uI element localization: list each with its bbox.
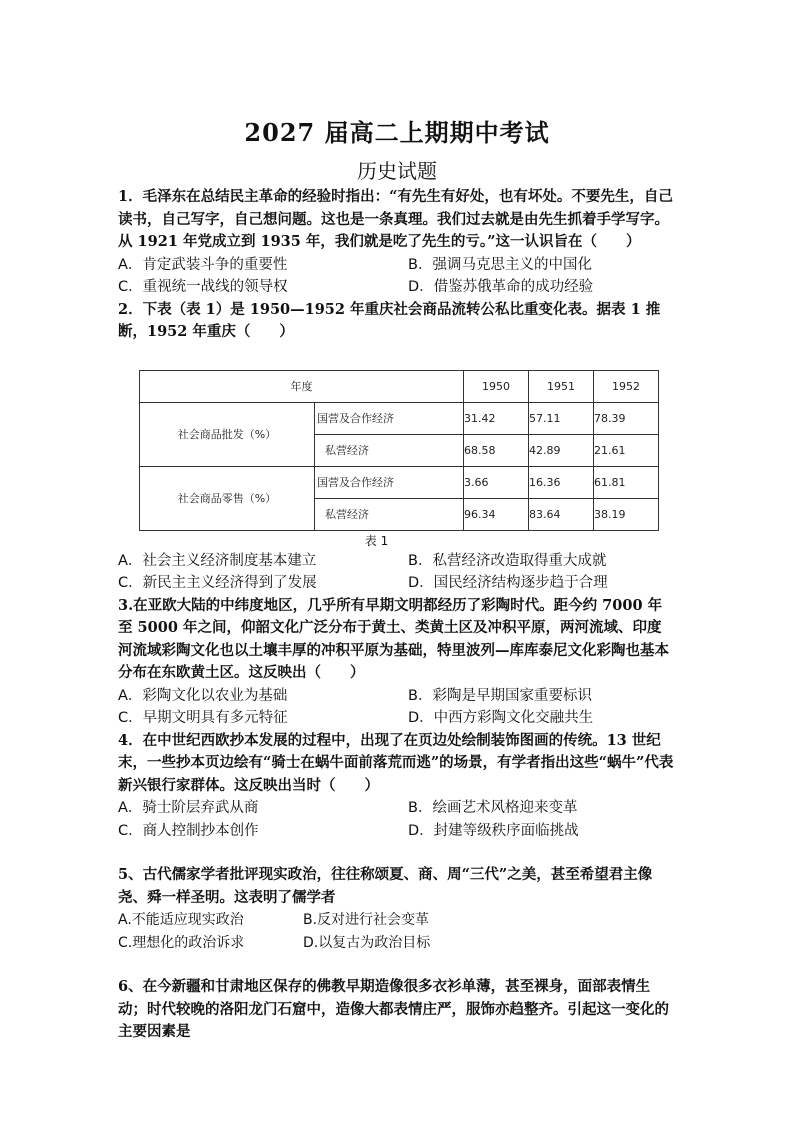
exam-subtitle: 历史试题 (357, 159, 437, 183)
table-1-caption: 表 1 (364, 533, 389, 548)
question-1-options (118, 254, 674, 299)
table-cell: 16.36 (529, 466, 594, 498)
question-list (118, 186, 674, 1044)
question-1-option-b[interactable]: B．强调马克思主义的中国化 (408, 256, 592, 273)
table-header-row (140, 370, 659, 402)
question-4-option-d[interactable]: D．封建等级秩序面临挑战 (408, 822, 579, 839)
table-row-label: 国营及合作经济 (315, 466, 464, 498)
question-2-stem: 2．下表（表 1）是 1950—1952 年重庆社会商品流转公私比重变化表。据表 1 推断，1952 年重庆（ ） (118, 300, 661, 340)
question-1-stem: 1．毛泽东在总结民主革命的经验时指出：“有先生有好处，也有坏处。不要先生，自己读书，自己写字，自己想问题。这也是一条真理。我们过去就是由先生抓着手学写字。从 1921 年党成立到 1935 年，我们就是吃了先生的亏。”这一认识旨在（ ） (118, 188, 673, 250)
question-2-option-b[interactable]: B．私营经济改造取得重大成就 (408, 552, 607, 569)
question-4-option-c[interactable]: C．商人控制抄本创作 (118, 822, 259, 839)
question-5-stem: 5、古代儒家学者批评现实政治，往往称颂夏、商、周“三代”之美，甚至希望君主像尧、舜一样圣明。这表明了儒学者 (118, 866, 653, 906)
question-3-option-d[interactable]: D．中西方彩陶文化交融共生 (408, 710, 594, 726)
table-cell: 42.89 (529, 434, 594, 466)
question-2-option-a[interactable]: A．社会主义经济制度基本建立 (118, 552, 317, 569)
table-cell: 31.42 (464, 402, 529, 434)
table-group-label: 社会商品零售（%） (140, 466, 315, 530)
question-2-options (118, 550, 674, 595)
table-1 (139, 370, 659, 531)
question-5-option-c[interactable]: C.理想化的政治诉求 (118, 934, 245, 951)
question-1-option-c[interactable]: C．重视统一战线的领导权 (118, 279, 288, 295)
table-row-label: 国营及合作经济 (315, 402, 464, 434)
question-4-stem: 4．在中世纪西欧抄本发展的过程中，出现了在页边处绘制装饰图画的传统。13 世纪末，一些抄本页边绘有“骑士在蜗牛面前落荒而逃”的场景，有学者指出这些“蜗牛”代表新兴银行家群体。这反映出当时（ ） (118, 731, 674, 794)
table-cell: 68.58 (464, 434, 529, 466)
table-cell: 78.39 (594, 402, 659, 434)
table-row (140, 402, 659, 434)
question-1-option-a[interactable]: A．肯定武装斗争的重要性 (118, 256, 288, 273)
exam-title: 2027 届高二上期期中考试 (244, 118, 550, 147)
table-header-label: 年度 (140, 370, 464, 402)
table-cell: 21.61 (594, 434, 659, 466)
table-row-label: 私营经济 (315, 434, 464, 466)
question-3-option-b[interactable]: B．彩陶是早期国家重要标识 (408, 687, 592, 704)
table-group-label: 社会商品批发（%） (140, 402, 315, 466)
table-1-wrapper (139, 370, 674, 550)
question-4-options (118, 797, 674, 842)
question-5-option-d[interactable]: D.以复古为政治目标 (303, 934, 431, 951)
question-5-options (118, 909, 674, 954)
table-cell: 61.81 (594, 466, 659, 498)
question-6-stem: 6、在今新疆和甘肃地区保存的佛教早期造像很多衣衫单薄，甚至裸身，面部表情生动；时代较晚的洛阳龙门石窟中，造像大都表情庄严，服饰亦趋整齐。引起这一变化的主要因素是 (118, 978, 669, 1040)
table-cell: 83.64 (529, 498, 594, 530)
question-3-stem: 3.在亚欧大陆的中纬度地区，几乎所有早期文明都经历了彩陶时代。距今约 7000 年至 5000 年之间，仰韶文化广泛分布于黄土、类黄土区及冲积平原，两河流域、印度河流域彩陶文化也以土壤丰厚的冲积平原为基础，特里波列—库库泰尼文化彩陶也基本分布在东欧黄土区。这反映出（ ） (118, 596, 669, 681)
table-cell: 38.19 (594, 498, 659, 530)
table-cell: 96.34 (464, 498, 529, 530)
table-year: 1951 (529, 370, 594, 402)
question-2-option-c[interactable]: C．新民主主义经济得到了发展 (118, 575, 317, 591)
question-4-option-a[interactable]: A．骑士阶层弃武从商 (118, 800, 259, 816)
table-row (140, 466, 659, 498)
table-cell: 57.11 (529, 402, 594, 434)
question-3-options (118, 685, 674, 730)
table-cell: 3.66 (464, 466, 529, 498)
table-row-label: 私营经济 (315, 498, 464, 530)
question-4-option-b[interactable]: B．绘画艺术风格迎来变革 (408, 800, 578, 816)
table-year: 1950 (464, 370, 529, 402)
question-3-option-c[interactable]: C．早期文明具有多元特征 (118, 710, 288, 726)
question-3-option-a[interactable]: A．彩陶文化以农业为基础 (118, 687, 288, 704)
question-2-option-d[interactable]: D．国民经济结构逐步趋于合理 (408, 575, 608, 591)
table-year: 1952 (594, 370, 659, 402)
question-1-option-d[interactable]: D．借鉴苏俄革命的成功经验 (408, 279, 594, 295)
question-5-option-b[interactable]: B.反对进行社会变革 (303, 912, 430, 928)
question-5-option-a[interactable]: A.不能适应现实政治 (118, 912, 244, 928)
